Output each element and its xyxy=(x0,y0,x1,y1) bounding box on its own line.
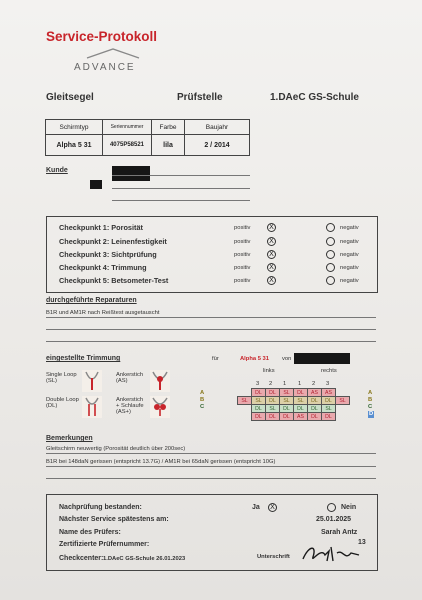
repairs-heading: durchgeführte Reparaturen xyxy=(46,297,137,304)
ankerstich-icon xyxy=(150,370,170,392)
passed-label: Nachprüfung bestanden: xyxy=(59,504,142,511)
cert-number: 13 xyxy=(358,539,366,546)
negative-checkbox[interactable] xyxy=(326,276,335,285)
positive-checkbox[interactable]: X xyxy=(267,250,276,259)
trim-model: Alpha 5 31 xyxy=(240,356,269,362)
positive-label: positiv xyxy=(234,225,251,231)
trim-grid: DL DL SL DL AS AS SL SL DL SL SL DL DL SL DL SL DL DL DL SL DL DL DL AS DL DL xyxy=(237,388,350,421)
positive-checkbox[interactable]: X xyxy=(267,223,276,232)
repairs-line xyxy=(46,329,376,330)
advance-logo-icon xyxy=(83,46,143,60)
cert-label: Zertifizierte Prüfernummer: xyxy=(59,541,150,548)
header-cell: Seriennummer xyxy=(103,120,152,135)
ankerstich-schlaufe-label: Ankerstich + Schlaufe (AS+) xyxy=(116,397,144,415)
double-loop-label: Double Loop (DL) xyxy=(46,397,79,409)
checkpoint-3-label: Checkpunkt 3: Sichtprüfung xyxy=(59,250,157,259)
negative-label: negativ xyxy=(340,239,359,245)
single-loop-icon xyxy=(82,370,102,392)
double-loop-icon xyxy=(82,396,102,418)
remarks-line xyxy=(46,478,376,479)
info-table xyxy=(45,119,250,156)
value-cell: Alpha 5 31 xyxy=(46,135,103,156)
redacted-block xyxy=(90,180,102,189)
negative-label: negativ xyxy=(340,252,359,258)
remarks-line-2: B1R bei 148daN gerissen (entspricht 13.7G) / AM1R bei 65daN gerissen (entspricht 10G) xyxy=(46,459,276,465)
positive-label: positiv xyxy=(234,278,251,284)
right-row-label-c: C xyxy=(368,404,373,410)
customer-line xyxy=(112,175,250,176)
repairs-line xyxy=(46,317,376,318)
negative-label: negativ xyxy=(340,225,359,231)
repairs-text: B1R und AM1R nach Reißtest ausgetauscht xyxy=(46,310,160,316)
value-cell: lila xyxy=(152,135,185,156)
nein-label: Nein xyxy=(341,504,357,511)
header-cell: Schirmtyp xyxy=(46,120,103,135)
positive-label: positiv xyxy=(234,239,251,245)
ankerstich-label: Ankerstich (AS) xyxy=(116,372,144,384)
next-service-date: 25.01.2025 xyxy=(316,516,352,523)
repairs-line xyxy=(46,341,376,342)
negative-checkbox[interactable] xyxy=(326,263,335,272)
brand-name: ADVANCE xyxy=(74,62,136,73)
right-row-label-b: B xyxy=(368,397,373,403)
tester-label: Name des Prüfers: xyxy=(59,529,121,536)
positive-checkbox[interactable]: X xyxy=(267,237,276,246)
redacted-block xyxy=(112,166,150,181)
ja-label: Ja xyxy=(252,504,260,511)
checkcenter-label: Checkcenter: xyxy=(59,555,104,562)
trim-heading: eingestellte Trimmung xyxy=(46,355,121,362)
station-name: 1.DAeC GS-Schule xyxy=(270,92,359,103)
redacted-block xyxy=(294,353,350,364)
checkpoint-2-label: Checkpunkt 2: Leinenfestigkeit xyxy=(59,237,167,246)
signature-icon xyxy=(299,541,371,565)
negative-label: negativ xyxy=(340,278,359,284)
checkcenter-value: 1.DAeC GS-Schule 26.01.2023 xyxy=(103,556,186,562)
positive-label: positiv xyxy=(234,252,251,258)
ankerstich-schlaufe-icon xyxy=(150,396,170,418)
page-title: Service-Protokoll xyxy=(46,29,158,44)
right-row-label-d: D xyxy=(369,411,374,417)
positive-checkbox[interactable]: X xyxy=(267,263,276,272)
links-label: links xyxy=(263,368,275,374)
remarks-line-1: Gleitschirm neuwertig (Porosität deutlich über 200sec) xyxy=(46,446,186,452)
checkpoint-5-label: Checkpunkt 5: Betsometer-Test xyxy=(59,276,169,285)
right-row-label-a: A xyxy=(368,390,373,396)
remarks-heading: Bemerkungen xyxy=(46,435,93,442)
customer-label: Kunde xyxy=(46,167,68,174)
row-label-b: B xyxy=(200,397,205,403)
checkpoint-box xyxy=(46,216,378,293)
wing-label: Gleitsegel xyxy=(46,92,94,103)
customer-line xyxy=(112,200,250,201)
negative-checkbox[interactable] xyxy=(326,250,335,259)
checkpoint-4-label: Checkpunkt 4: Trimmung xyxy=(59,263,147,272)
positive-label: positiv xyxy=(234,265,251,271)
station-label: Prüfstelle xyxy=(177,92,223,103)
signature-label: Unterschrift xyxy=(257,554,290,560)
header-cell: Farbe xyxy=(152,120,185,135)
result-box xyxy=(46,494,378,571)
value-cell: 2 / 2014 xyxy=(185,135,250,156)
next-service-label: Nächster Service spätestens am: xyxy=(59,516,169,523)
trim-von-label: von xyxy=(282,356,292,362)
remarks-line xyxy=(46,453,376,454)
negative-checkbox[interactable] xyxy=(326,223,335,232)
value-cell: 4075P58521 xyxy=(103,135,152,156)
single-loop-label: Single Loop (SL) xyxy=(46,372,77,384)
ja-checkbox[interactable]: X xyxy=(268,503,277,512)
row-label-a: A xyxy=(200,390,205,396)
header-cell: Baujahr xyxy=(185,120,250,135)
checkpoint-1-label: Checkpunkt 1: Porosität xyxy=(59,223,143,232)
negative-checkbox[interactable] xyxy=(326,237,335,246)
nein-checkbox[interactable] xyxy=(327,503,336,512)
service-protocol-page: Service-Protokoll ADVANCE Gleitsegel Prüfstelle 1.DAeC GS-Schule Schirmtyp Seriennummer Farbe Baujahr Alpha 5 31 4075P58521 lila 2 / 2014 Kunde Checkpunkt 1: Porosität positiv X negativ Checkpunkt 2: Leinenfestigkeit positiv X negativ Checkpunkt 3: Sichtprüfung positiv X negativ Checkpunkt 4: Trimmung positiv X negativ Checkpunkt 5: Betsometer-Test positiv X negativ durchgeführte Reparaturen B1R und AM1R nach Reißtest ausgetauscht eingestellte Trimmung für Alpha 5 31 von Single Loop (SL) Ankerstich (AS) Double Loop (DL) Ankerstich + Schlaufe (AS+) A B C links rechts 3 2 1 1 2 3 DL DL SL DL AS AS SL SL DL SL SL DL DL SL DL SL DL DL DL SL DL DL DL AS DL DL A B C D Bemerkungen Gleitschirm neuwertig (Porosität deutlich über 200sec) B1R bei 148daN gerissen (entspricht 13.7G) / AM1R bei 65daN gerissen (entspricht 10G) Nachprüfung bestanden: Ja X Nein Nächster Service spätestens am: 25.01.2025 Name des Prüfers: Sarah Antz Zertifizierte Prüfernummer: 13 Checkcenter: 1.DAeC GS-Schule 26.01.2023 Unterschrift xyxy=(0,0,422,600)
remarks-line xyxy=(46,466,376,467)
tester-name: Sarah Antz xyxy=(321,529,358,536)
row-label-c: C xyxy=(200,404,205,410)
trim-for-label: für xyxy=(212,356,219,362)
positive-checkbox[interactable]: X xyxy=(267,276,276,285)
negative-label: negativ xyxy=(340,265,359,271)
rechts-label: rechts xyxy=(321,368,337,374)
customer-line xyxy=(112,188,250,189)
